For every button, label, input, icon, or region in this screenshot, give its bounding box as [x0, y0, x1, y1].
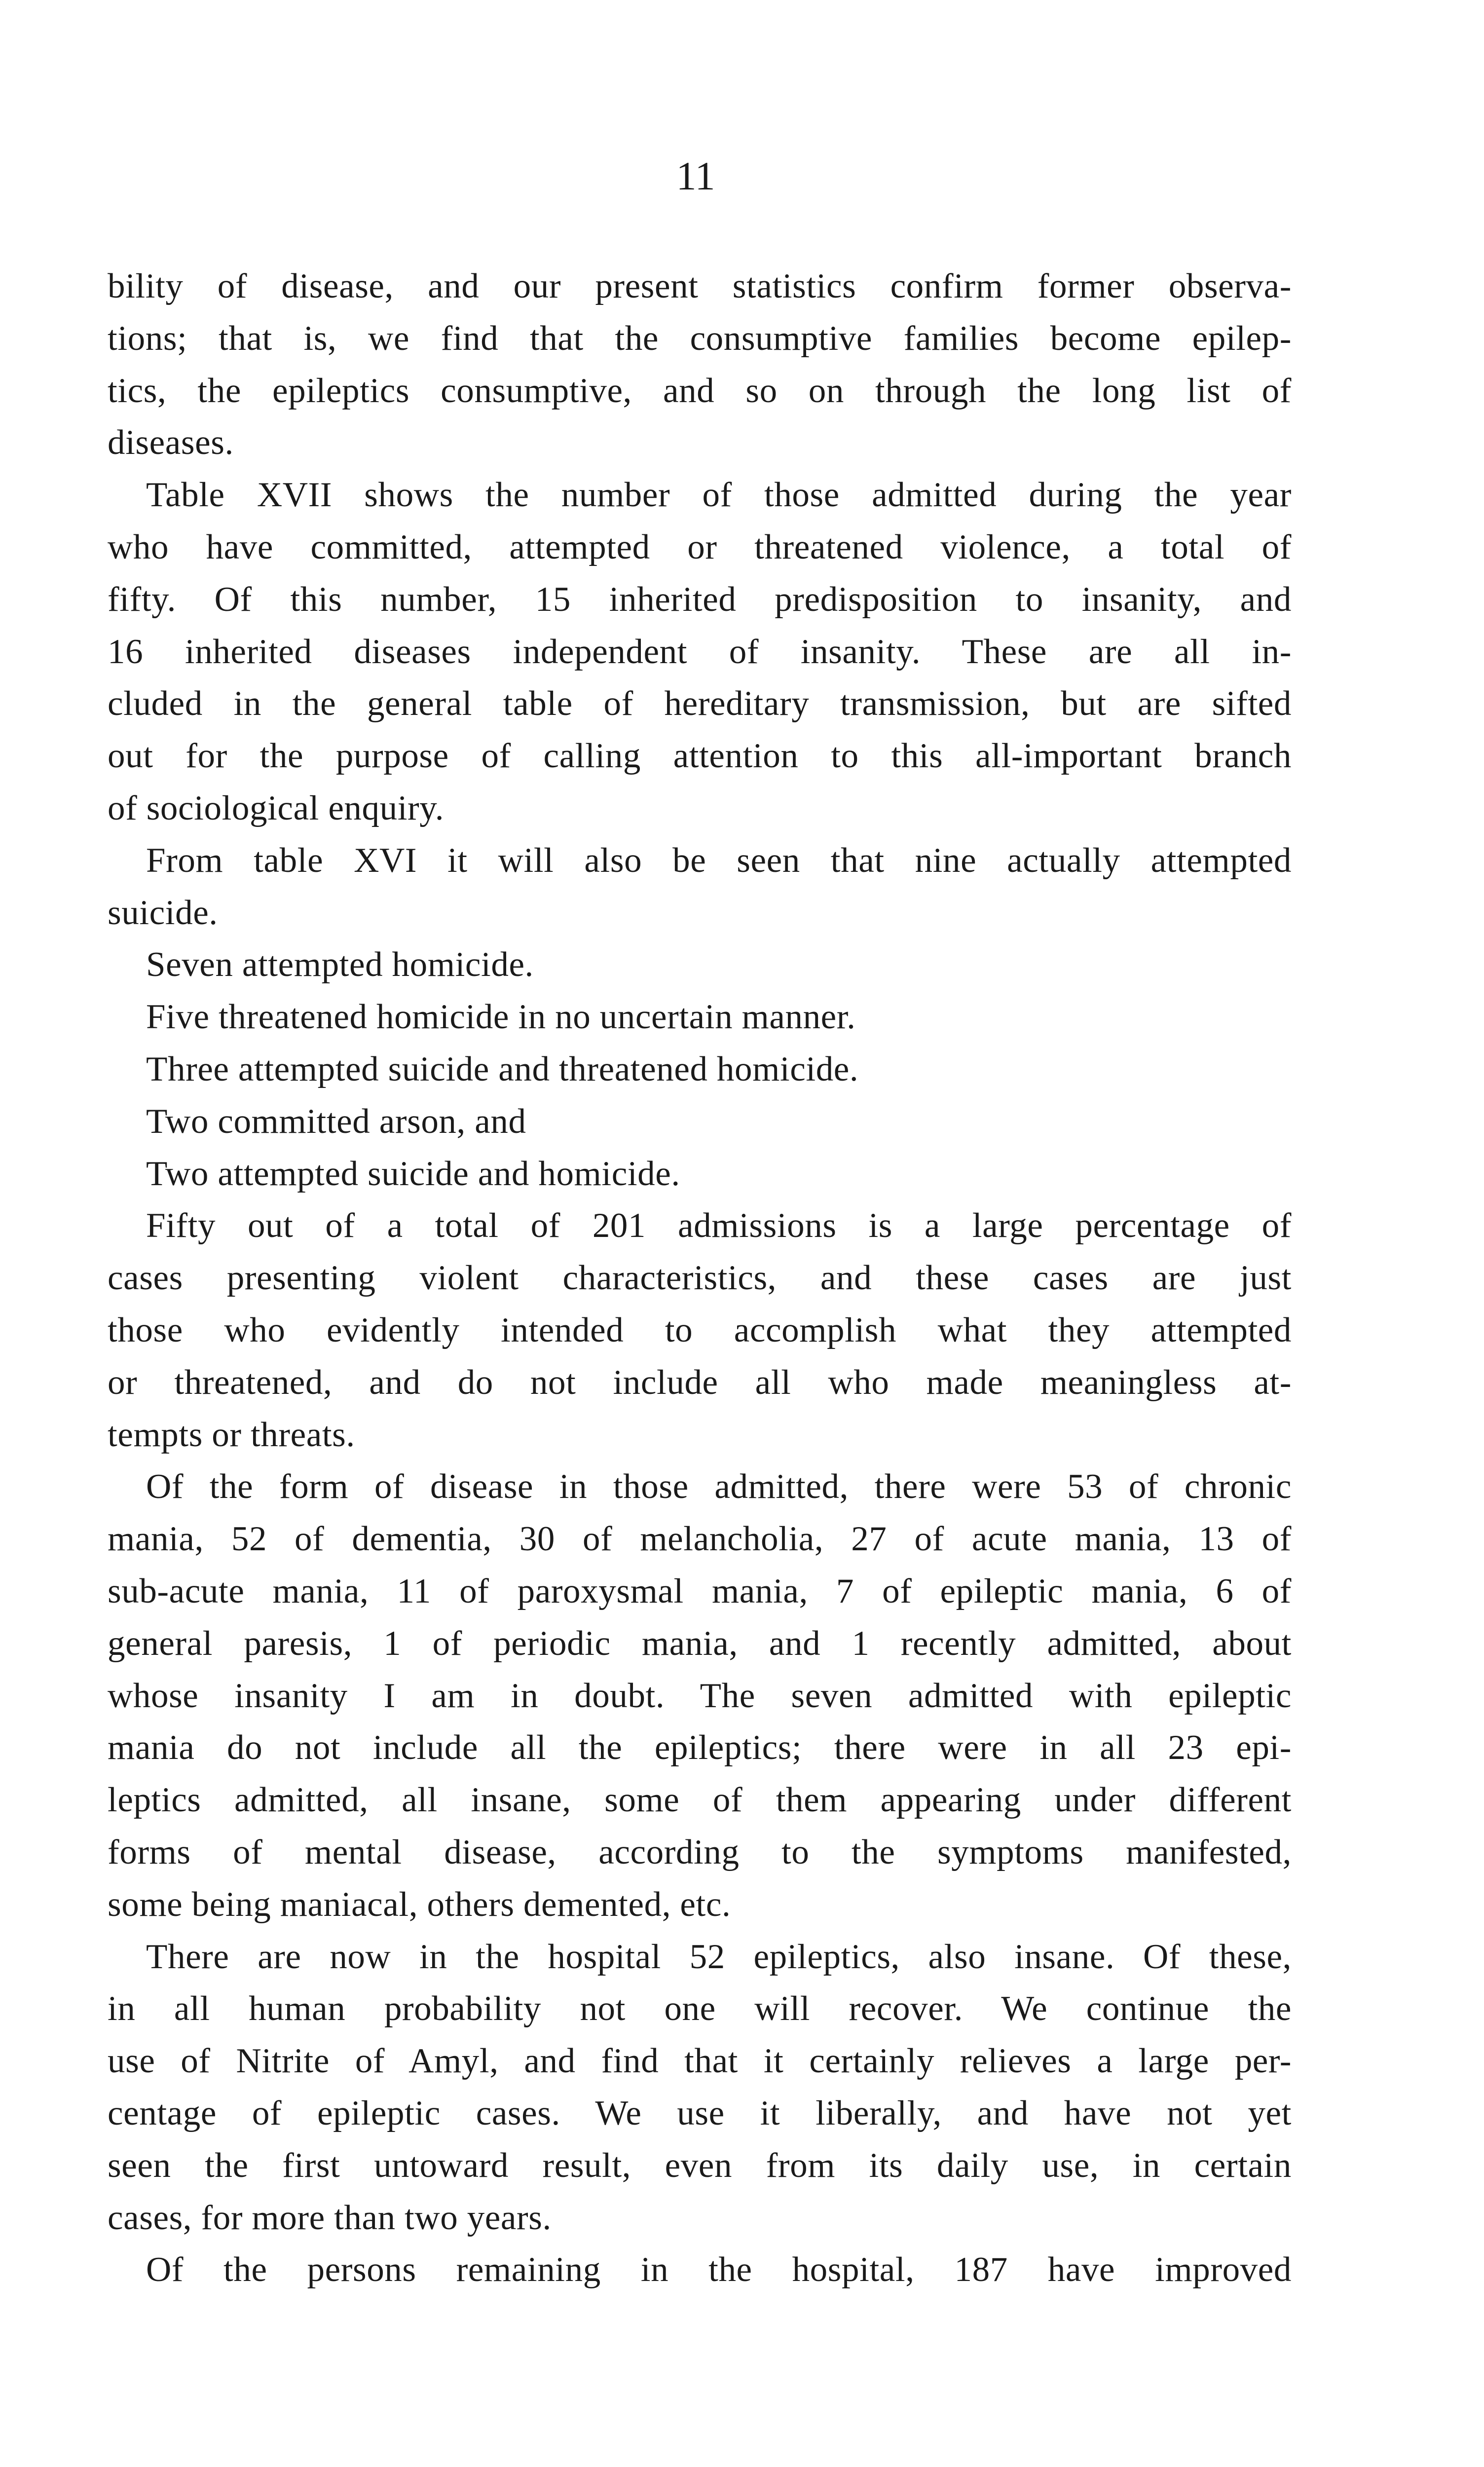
text-line: forms of mental disease, according to the symptoms manifested,	[108, 1833, 1292, 1871]
text-line: There are now in the hospital 52 epileptics, also insane. Of these,	[146, 1938, 1292, 1976]
text-line: Seven attempted homicide.	[146, 945, 534, 984]
text-line: general paresis, 1 of periodic mania, and 1 recently admitted, about	[108, 1624, 1292, 1663]
text-line: Fifty out of a total of 201 admissions is a large percentage of	[146, 1206, 1292, 1245]
text-line: out for the purpose of calling attention to this all-important branch	[108, 737, 1292, 775]
text-line: some being maniacal, others demented, etc.	[108, 1885, 731, 1924]
text-line: cluded in the general table of hereditary transmission, but are sifted	[108, 684, 1292, 723]
text-line: tions; that is, we find that the consumptive families become epilep-	[108, 319, 1292, 358]
text-line: seen the first untoward result, even from its daily use, in certain	[108, 2146, 1292, 2185]
text-line: in all human probability not one will recover. We continue the	[108, 1989, 1292, 2028]
text-line: Two committed arson, and	[146, 1102, 526, 1141]
text-line: Table XVII shows the number of those admitted during the year	[146, 476, 1292, 514]
text-line: centage of epileptic cases. We use it liberally, and have not yet	[108, 2094, 1292, 2132]
text-line: Of the form of disease in those admitted, there were 53 of chronic	[146, 1467, 1292, 1506]
text-line: whose insanity I am in doubt. The seven admitted with epileptic	[108, 1677, 1292, 1715]
text-line: tics, the epileptics consumptive, and so on through the long list of	[108, 372, 1292, 410]
text-line: tempts or threats.	[108, 1416, 355, 1454]
text-line: those who evidently intended to accomplish what they attempted	[108, 1311, 1292, 1349]
text-line: Of the persons remaining in the hospital, 187 have improved	[146, 2250, 1292, 2289]
text-line: cases presenting violent characteristics, and these cases are just	[108, 1259, 1292, 1297]
page-number: 11	[676, 153, 715, 198]
text-line: diseases.	[108, 423, 234, 462]
text-line: fifty. Of this number, 15 inherited predisposition to insanity, and	[108, 580, 1292, 619]
text-line: 16 inherited diseases independent of insanity. These are all in-	[108, 633, 1292, 671]
text-line: or threatened, and do not include all who made meaningless at-	[108, 1363, 1292, 1402]
text-line: Two attempted suicide and homicide.	[146, 1155, 680, 1193]
text-line: of sociological enquiry.	[108, 789, 445, 827]
text-line: mania do not include all the epileptics; there were in all 23 epi-	[108, 1728, 1292, 1767]
text-line: suicide.	[108, 894, 218, 932]
text-line: Five threatened homicide in no uncertain manner.	[146, 998, 856, 1036]
text-line: sub-acute mania, 11 of paroxysmal mania, 7 of epileptic mania, 6 of	[108, 1572, 1292, 1610]
text-line: leptics admitted, all insane, some of them appearing under different	[108, 1781, 1292, 1819]
text-line: From table XVI it will also be seen that nine actually attempted	[146, 841, 1292, 880]
text-line: mania, 52 of dementia, 30 of melancholia, 27 of acute mania, 13 of	[108, 1520, 1292, 1558]
text-line: Three attempted suicide and threatened homicide.	[146, 1050, 859, 1088]
text-line: use of Nitrite of Amyl, and find that it certainly relieves a large per-	[108, 2042, 1292, 2080]
text-line: bility of disease, and our present statistics confirm former observa-	[108, 267, 1292, 305]
text-line: cases, for more than two years.	[108, 2199, 552, 2237]
text-line: who have committed, attempted or threatened violence, a total of	[108, 528, 1292, 566]
